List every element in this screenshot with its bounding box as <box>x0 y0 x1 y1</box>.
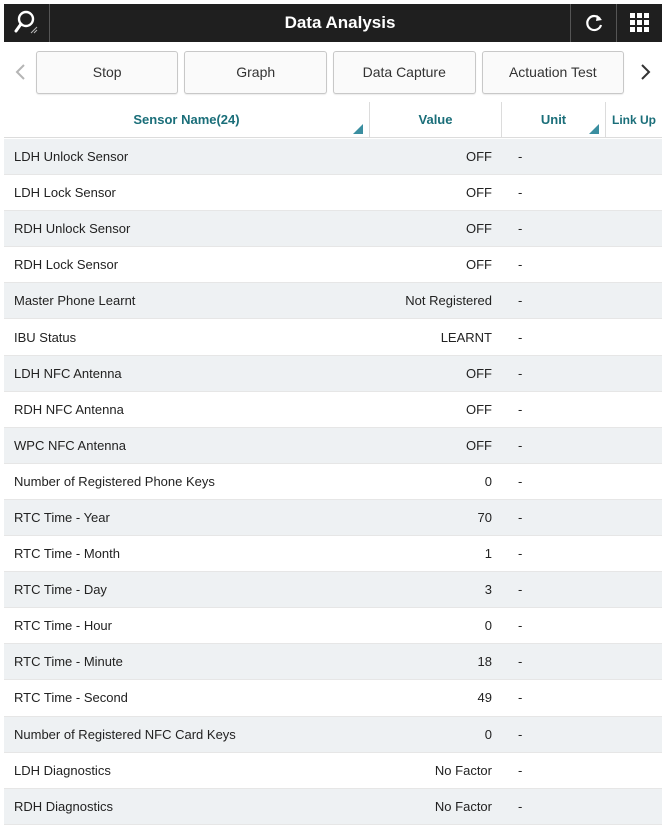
sensor-unit: - <box>518 365 523 381</box>
chevron-right-icon <box>640 62 652 82</box>
sensor-name: RTC Time - Day <box>14 582 107 598</box>
sensor-value: No Factor <box>434 762 492 778</box>
table-row[interactable] <box>4 247 662 283</box>
stop-button[interactable]: Stop <box>36 51 179 94</box>
sensor-name: RDH Diagnostics <box>14 798 113 814</box>
table-row[interactable] <box>4 139 662 175</box>
sensor-name: Number of Registered Phone Keys <box>14 473 215 489</box>
sensor-value: 70 <box>477 509 492 525</box>
table-header <box>4 102 662 138</box>
table-row[interactable] <box>4 428 662 464</box>
sensor-value: OFF <box>466 365 492 381</box>
sensor-unit: - <box>518 185 523 201</box>
sensor-value: OFF <box>466 185 492 201</box>
sensor-unit: - <box>518 473 523 489</box>
grid-menu-button[interactable] <box>616 4 662 42</box>
sensor-name: RTC Time - Hour <box>14 618 112 634</box>
page-title: Data Analysis <box>284 13 396 32</box>
sensor-name: Number of Registered NFC Card Keys <box>14 726 236 742</box>
sensor-name: IBU Status <box>14 329 77 345</box>
sensor-name: LDH Lock Sensor <box>14 185 116 201</box>
sensor-unit: - <box>518 401 523 417</box>
column-header-unit[interactable] <box>502 102 606 138</box>
sensor-unit: - <box>518 546 523 562</box>
table-row[interactable] <box>4 356 662 392</box>
sensor-name: RTC Time - Year <box>14 509 110 525</box>
column-header-label: Sensor Name(24) <box>133 112 240 127</box>
table-row[interactable] <box>4 753 662 789</box>
sensor-name: RTC Time - Minute <box>14 654 123 670</box>
sensor-unit: - <box>518 582 523 598</box>
sensor-unit: - <box>518 654 523 670</box>
sensor-name: RDH Lock Sensor <box>14 257 119 273</box>
table-row[interactable] <box>4 789 662 825</box>
sensor-unit: - <box>518 149 523 165</box>
sensor-unit: - <box>518 509 523 525</box>
sensor-name: Master Phone Learnt <box>14 293 136 309</box>
table-row[interactable] <box>4 283 662 319</box>
sensor-name: WPC NFC Antenna <box>14 437 126 453</box>
table-row[interactable] <box>4 464 662 500</box>
sensor-unit: - <box>518 618 523 634</box>
sensor-value: 0 <box>484 618 492 634</box>
sensor-table-body <box>4 139 662 825</box>
sensor-unit: - <box>518 690 523 706</box>
actuation-test-button[interactable]: Actuation Test <box>482 51 625 94</box>
sensor-unit: - <box>518 798 523 814</box>
sensor-value: 3 <box>484 582 492 598</box>
sensor-value: OFF <box>466 257 492 273</box>
table-row[interactable] <box>4 608 662 644</box>
sensor-unit: - <box>518 221 523 237</box>
sensor-value: OFF <box>466 149 492 165</box>
sensor-name: RTC Time - Second <box>14 690 128 706</box>
sensor-name: LDH NFC Antenna <box>14 365 122 381</box>
table-row[interactable] <box>4 211 662 247</box>
sensor-unit: - <box>518 726 523 742</box>
sensor-value: OFF <box>466 437 492 453</box>
table-row[interactable] <box>4 319 662 355</box>
sensor-value: 49 <box>477 690 492 706</box>
sensor-value: OFF <box>466 221 492 237</box>
sensor-value: OFF <box>466 401 492 417</box>
column-header-value[interactable] <box>370 102 502 138</box>
sensor-unit: - <box>518 257 523 273</box>
table-row[interactable] <box>4 644 662 680</box>
data-capture-button[interactable]: Data Capture <box>333 51 476 94</box>
sensor-unit: - <box>518 762 523 778</box>
table-row[interactable] <box>4 392 662 428</box>
sensor-unit: - <box>518 293 523 309</box>
table-row[interactable] <box>4 717 662 753</box>
column-header-label: Value <box>418 112 453 127</box>
sort-indicator-icon <box>353 124 363 134</box>
sensor-value: No Factor <box>434 798 492 814</box>
column-header-link-up[interactable] <box>606 102 662 138</box>
refresh-button[interactable] <box>570 4 616 42</box>
table-row[interactable] <box>4 680 662 716</box>
sensor-value: 1 <box>484 546 492 562</box>
sensor-name: LDH Diagnostics <box>14 762 111 778</box>
sensor-value: LEARNT <box>440 329 492 345</box>
refresh-icon <box>583 12 605 34</box>
sensor-value: 18 <box>477 654 492 670</box>
sensor-unit: - <box>518 437 523 453</box>
sensor-name: LDH Unlock Sensor <box>14 149 129 165</box>
table-row[interactable] <box>4 175 662 211</box>
sensor-name: RDH Unlock Sensor <box>14 221 131 237</box>
chevron-left-icon <box>14 62 26 82</box>
sensor-name: RTC Time - Month <box>14 546 120 562</box>
sensor-value: 0 <box>484 473 492 489</box>
column-header-label: Link Up <box>612 112 656 127</box>
column-header-label: Unit <box>540 112 567 127</box>
sensor-name: RDH NFC Antenna <box>14 401 124 417</box>
sort-indicator-icon <box>589 124 599 134</box>
toolbar <box>4 44 662 100</box>
table-row[interactable] <box>4 500 662 536</box>
title-bar <box>4 4 662 42</box>
search-button[interactable] <box>4 4 50 42</box>
sensor-value: 0 <box>484 726 492 742</box>
grid-menu-icon <box>630 13 650 33</box>
scroll-left-button[interactable] <box>4 50 36 94</box>
sensor-value: Not Registered <box>405 293 492 309</box>
sensor-unit: - <box>518 329 523 345</box>
search-icon <box>13 9 41 37</box>
column-header-sensor-name[interactable] <box>4 102 370 138</box>
table-row[interactable] <box>4 536 662 572</box>
table-row[interactable] <box>4 572 662 608</box>
scroll-right-button[interactable] <box>630 50 662 94</box>
graph-button[interactable]: Graph <box>184 51 327 94</box>
